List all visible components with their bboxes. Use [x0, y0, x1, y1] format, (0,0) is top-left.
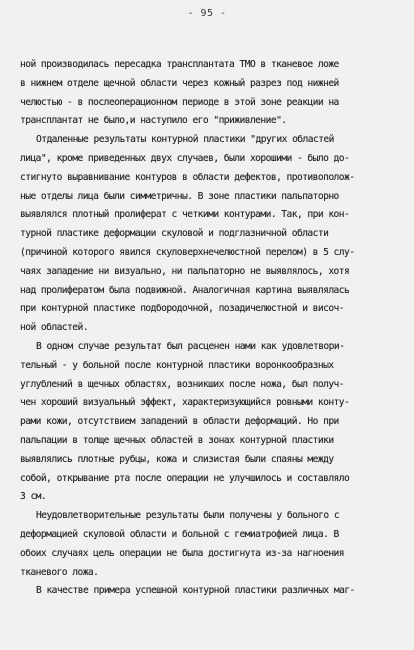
text-line: собой, открывание рта после операции не улучшилось и составляло — [20, 472, 350, 484]
text-line: ные отделы лица были симметричны. В зоне пластики пальпаторно — [20, 190, 339, 202]
text-line: рами кожи, отсутствием западений в области деформаций. Но при — [20, 416, 339, 428]
text-line: челюстью - в послеоперационном периоде в этой зоне реакции на — [20, 96, 339, 108]
text-line: выявлялся плотный пролиферат с четкими контурами. Так, при кон- — [20, 209, 350, 221]
text-line: в нижнем отделе щечной области через кожный разрез под нижней — [20, 77, 339, 89]
text-line: деформацией скуловой области и больной с гемиатрофией лица. В — [20, 528, 339, 540]
text-line: В одном случае результат был расценен нами как удовлетвори- — [36, 340, 345, 352]
text-line: турной пластике деформации скуловой и подглазничной области — [20, 228, 329, 240]
text-line: трансплантат не было,и наступило его "приживление". — [20, 115, 287, 127]
text-line: чен хороший визуальный эффект, характеризующийся ровными конту- — [20, 397, 350, 409]
text-line: углублений в щечных областях, возникших после ножа, был получ- — [20, 378, 345, 390]
text-line: чаях западение ни визуально, ни пальпаторно не выявлялось, хотя — [20, 265, 350, 277]
text-line: Неудовлетворительные результаты были получены у больного с — [36, 510, 340, 522]
text-line: выявлялись плотные рубцы, кожа и слизистая были спаяны между — [20, 453, 334, 465]
text-line: пальпации в толще щечных областей в зонах контурной пластики — [20, 434, 334, 446]
text-line: ной областей. — [20, 322, 88, 334]
text-line: ной производилась пересадка трансплантата ТМО в тканевое ложе — [20, 59, 339, 70]
text-line: тельный - у больной после контурной пластики воронкообразных — [20, 359, 334, 371]
text-line: Отдаленные результаты контурной пластики "других областей — [36, 134, 334, 146]
text-line: лица", кроме приведенных двух случаев, были хорошими - было до- — [20, 152, 350, 164]
page-number: - 95 - — [187, 8, 227, 19]
text-line: при контурной пластике подбородочной, позадичелюстной и височ- — [20, 303, 345, 315]
text-line: обоих случаях цель операции не была достигнута из-за нагноения — [20, 547, 345, 559]
body-text — [20, 56, 392, 601]
text-line: над пролифератом была подвижной. Аналогичная картина выявлялась — [20, 284, 350, 296]
text-line: (причиной которого явился скуловерхнечелюстной перелом) в 5 слу- — [20, 246, 355, 258]
text-line: тканевого ложа. — [20, 566, 99, 578]
text-line: 3 см. — [20, 491, 47, 503]
text-line: В качестве примера успешной контурной пластики различных маг- — [36, 585, 355, 597]
text-line: стигнуто выравнивание контуров в области дефектов, противополож- — [20, 171, 355, 183]
